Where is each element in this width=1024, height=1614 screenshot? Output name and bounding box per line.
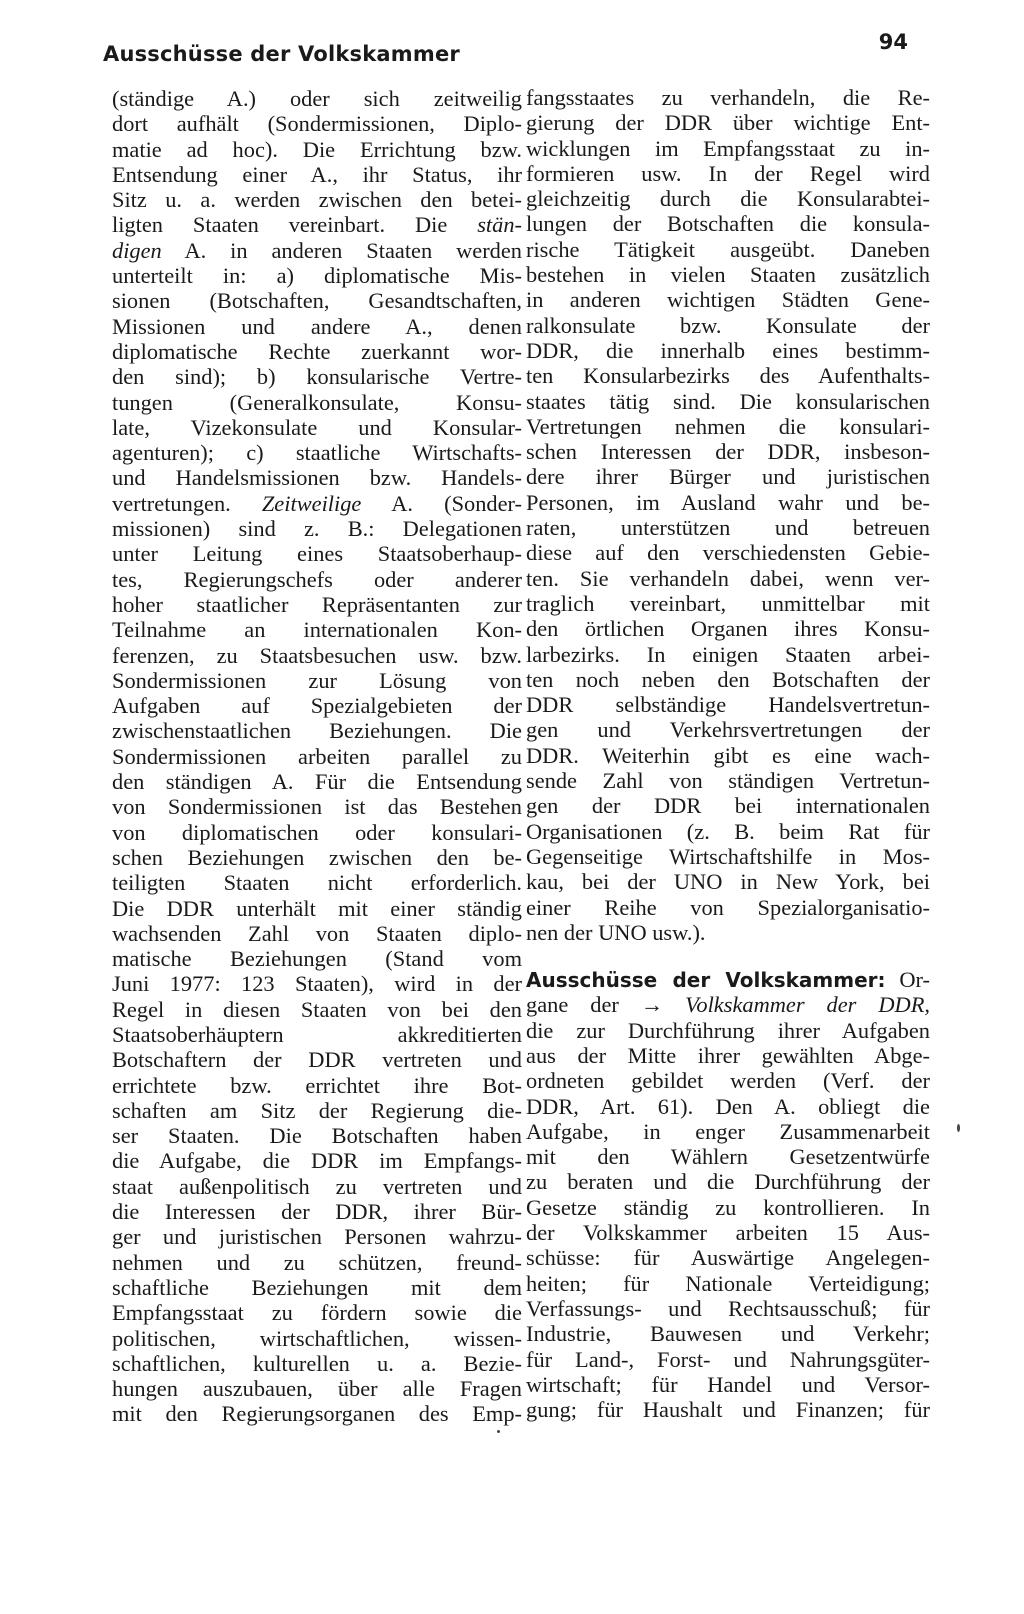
text-line: schaftliche Beziehungen mit dem xyxy=(112,1274,522,1300)
text-line: gen der DDR bei internationalen xyxy=(526,793,930,819)
text-line: Vertretungen nehmen die konsulari- xyxy=(526,413,930,439)
text-line: ser Staaten. Die Botschaften haben xyxy=(112,1123,522,1149)
text-line: staat außenpolitisch zu vertreten und xyxy=(112,1173,522,1199)
text-line: der Volkskammer arbeiten 15 Aus- xyxy=(526,1220,930,1246)
text-line: Sondermissionen arbeiten parallel zu xyxy=(112,743,522,769)
text-line: raten, unterstützen und betreuen xyxy=(526,515,930,541)
cross-reference-link[interactable]: Volkskammer der DDR, xyxy=(663,992,930,1018)
text-run: A. in anderen Staaten werden xyxy=(161,237,522,263)
text-line: ger und juristischen Personen wahrzu- xyxy=(112,1224,522,1250)
text-line: ordneten gebildet werden (Verf. der xyxy=(526,1068,930,1094)
text-line: Empfangsstaat zu fördern sowie die xyxy=(112,1300,522,1326)
text-line: DDR, die innerhalb eines bestimm- xyxy=(526,337,930,363)
text-line: bestehen in vielen Staaten zusätzlich xyxy=(526,262,930,288)
text-line: gung; für Haushalt und Finanzen; für xyxy=(526,1397,930,1423)
text-line: Sondermissionen zur Lösung von xyxy=(112,667,522,693)
text-line: Personen, im Ausland wahr und be- xyxy=(526,489,930,515)
italic-term: stän- xyxy=(477,212,522,238)
text-line: zu beraten und die Durchführung der xyxy=(526,1169,930,1195)
text-line: die Aufgabe, die DDR im Empfangs- xyxy=(112,1148,522,1174)
entry-headword: Ausschüsse der Volkskammer: xyxy=(526,968,886,993)
text-line: Industrie, Bauwesen und Verkehr; xyxy=(526,1321,930,1347)
text-line: Juni 1977: 123 Staaten), wird in der xyxy=(112,971,522,997)
text-line: gen und Verkehrsvertretungen der xyxy=(526,717,930,743)
text-line: Gesetze ständig zu kontrollieren. In xyxy=(526,1194,930,1220)
text-line: schaftlichen, kulturellen u. a. Bezie- xyxy=(112,1350,522,1376)
text-line: sionen (Botschaften, Gesandtschaften, xyxy=(112,288,522,314)
text-line: schüsse: für Auswärtige Angelegen- xyxy=(526,1245,930,1271)
entry-separator xyxy=(526,945,930,967)
text-line: wirtschaft; für Handel und Versor- xyxy=(526,1371,930,1397)
text-line: wicklungen im Empfangsstaat zu in- xyxy=(526,135,930,161)
text-line: gleichzeitig durch die Konsularabtei- xyxy=(526,186,930,212)
text-line-with-italic xyxy=(112,491,522,516)
text-line: Aufgabe, in enger Zusammenarbeit xyxy=(526,1118,930,1144)
text-line: Teilnahme an internationalen Kon- xyxy=(112,617,522,643)
text-run: A. (Sonder- xyxy=(361,490,522,516)
text-line: dort aufhält (Sondermissionen, Diplo- xyxy=(112,111,522,137)
text-run: ligten Staaten vereinbart. Die xyxy=(112,212,478,238)
text-line: Regel in diesen Staaten von bei den xyxy=(112,996,522,1022)
text-line: Gegenseitige Wirtschaftshilfe in Mos- xyxy=(526,843,930,869)
text-line: ten Konsularbezirks des Aufenthalts- xyxy=(526,363,930,389)
text-line: ten. Sie verhandeln dabei, wenn ver- xyxy=(526,565,930,591)
text-line: die zur Durchführung ihrer Aufgaben xyxy=(526,1017,930,1043)
text-run: vertretungen. xyxy=(112,490,262,516)
text-line: traglich vereinbart, unmittelbar mit xyxy=(526,590,930,616)
left-column xyxy=(112,86,522,1427)
text-line: Aufgaben auf Spezialgebieten der xyxy=(112,693,522,719)
cross-reference-arrow-icon: → xyxy=(640,992,664,1018)
italic-term: digen xyxy=(112,237,162,263)
text-line: sende Zahl von ständigen Vertretun- xyxy=(526,768,930,794)
text-line: (ständige A.) oder sich zeitweilig xyxy=(112,86,522,111)
text-line: agenturen); c) staatliche Wirtschafts- xyxy=(112,440,522,466)
text-line: dere ihrer Bürger und juristischen xyxy=(526,464,930,490)
text-line: ferenzen, zu Staatsbesuchen usw. bzw. xyxy=(112,642,522,668)
text-line: einer Reihe von Spezialorganisatio- xyxy=(526,894,930,920)
text-line: DDR selbständige Handelsvertretun- xyxy=(526,692,930,718)
text-line: von diplomatischen oder konsulari- xyxy=(112,819,522,845)
text-line: late, Vizekonsulate und Konsular- xyxy=(112,414,522,440)
text-line: rische Tätigkeit ausgeübt. Daneben xyxy=(526,236,930,262)
text-line: diplomatische Rechte zuerkannt wor- xyxy=(112,338,522,364)
text-line: lungen der Botschaften die konsula- xyxy=(526,211,930,237)
text-line: hungen auszubauen, über alle Fragen xyxy=(112,1376,522,1402)
text-line: schen Beziehungen zwischen den be- xyxy=(112,844,522,870)
text-line: unterteilt in: a) diplomatische Mis- xyxy=(112,263,522,289)
text-line: teiligten Staaten nicht erforderlich. xyxy=(112,870,522,896)
text-line: Sitz u. a. werden zwischen den betei- xyxy=(112,187,522,213)
text-line: DDR, Art. 61). Den A. obliegt die xyxy=(526,1093,930,1119)
text-line: gierung der DDR über wichtige Ent- xyxy=(526,110,930,136)
text-line: ralkonsulate bzw. Konsulate der xyxy=(526,312,930,338)
text-line: für Land-, Forst- und Nahrungsgüter- xyxy=(526,1346,930,1372)
text-line: wachsenden Zahl von Staaten diplo- xyxy=(112,920,522,946)
text-line: errichtete bzw. errichtet ihre Bot- xyxy=(112,1072,522,1098)
text-line: nen der UNO usw.). xyxy=(526,919,706,945)
text-line: mit den Wählern Gesetzentwürfe xyxy=(526,1144,930,1170)
text-line: Botschaftern der DDR vertreten und xyxy=(112,1047,522,1073)
italic-term: Zeitweilige xyxy=(261,490,362,516)
text-line: schaften am Sitz der Regierung die- xyxy=(112,1097,522,1123)
text-line: aus der Mitte ihrer gewählten Abge- xyxy=(526,1042,930,1068)
text-line: larbezirks. In einigen Staaten arbei- xyxy=(526,641,930,667)
text-line: von Sondermissionen ist das Bestehen xyxy=(112,794,522,820)
text-line-with-italic xyxy=(112,212,522,237)
text-line: unter Leitung eines Staatsoberhaup- xyxy=(112,541,522,567)
text-line: den sind); b) konsularische Vertre- xyxy=(112,364,522,390)
text-line: politischen, wirtschaftlichen, wissen- xyxy=(112,1325,522,1351)
text-line: diese auf den verschiedensten Gebie- xyxy=(526,540,930,566)
text-line: ten noch neben den Botschaften der xyxy=(526,666,930,692)
text-line: Verfassungs- und Rechtsausschuß; für xyxy=(526,1295,930,1321)
text-line: die Interessen der DDR, ihrer Bür- xyxy=(112,1199,522,1225)
text-line: den örtlichen Organen ihres Konsu- xyxy=(526,616,930,642)
text-line: matische Beziehungen (Stand vom xyxy=(112,946,522,972)
text-line: formieren usw. In der Regel wird xyxy=(526,160,930,186)
text-line: heiten; für Nationale Verteidigung; xyxy=(526,1270,930,1296)
scan-speck xyxy=(957,1124,960,1132)
text-run: gane der xyxy=(526,992,641,1018)
entry-crossref-line xyxy=(526,992,930,1017)
text-line: nehmen und zu schützen, freund- xyxy=(112,1249,522,1275)
text-line: Organisationen (z. B. beim Rat für xyxy=(526,818,930,844)
text-line: staates tätig sind. Die konsularischen xyxy=(526,388,930,414)
text-line: hoher staatlicher Repräsentanten zur xyxy=(112,591,522,617)
text-line: tungen (Generalkonsulate, Konsu- xyxy=(112,389,522,415)
text-line: zwischenstaatlichen Beziehungen. Die xyxy=(112,718,522,744)
text-line: Entsendung einer A., ihr Status, ihr xyxy=(112,161,522,187)
text-line: schen Interessen der DDR, insbeson- xyxy=(526,439,930,465)
scan-speck xyxy=(497,1430,500,1433)
running-header: Ausschüsse der Volkskammer xyxy=(103,42,460,66)
text-line: in anderen wichtigen Städten Gene- xyxy=(526,287,930,313)
text-line: tes, Regierungschefs oder anderer xyxy=(112,566,522,592)
text-line: Missionen und andere A., denen xyxy=(112,313,522,339)
text-run: Or- xyxy=(885,967,930,993)
text-line: Staatsoberhäuptern akkreditierten xyxy=(112,1021,522,1047)
right-column xyxy=(526,85,930,1422)
text-line: missionen) sind z. B.: Delegationen xyxy=(112,516,522,542)
text-line: mit den Regierungsorganen des Emp- xyxy=(112,1401,522,1427)
text-line: kau, bei der UNO in New York, bei xyxy=(526,869,930,895)
text-line-with-italic xyxy=(112,238,522,263)
page-number: 94 xyxy=(878,30,908,54)
text-line: matie ad hoc). Die Errichtung bzw. xyxy=(112,136,522,162)
text-line: Die DDR unterhält mit einer ständig xyxy=(112,895,522,921)
text-line: und Handelsmissionen bzw. Handels- xyxy=(112,465,522,491)
text-line: DDR. Weiterhin gibt es eine wach- xyxy=(526,742,930,768)
entry-first-line xyxy=(526,967,930,992)
text-line: den ständigen A. Für die Entsendung xyxy=(112,769,522,795)
text-line: fangsstaates zu verhandeln, die Re- xyxy=(526,85,930,110)
